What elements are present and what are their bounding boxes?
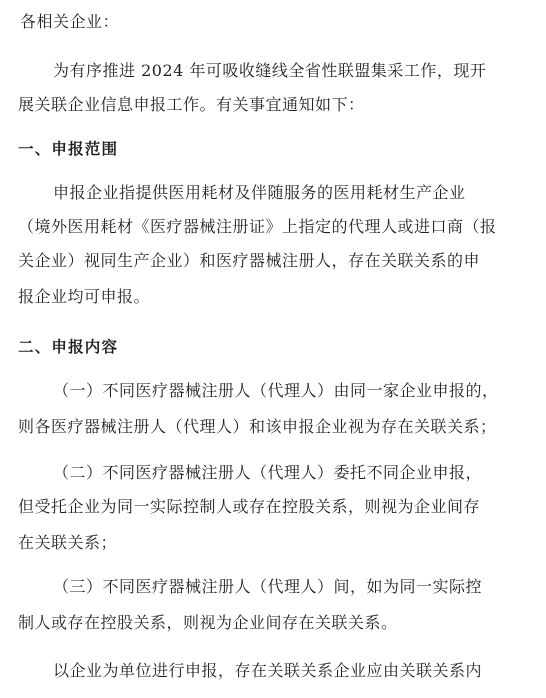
closing-line-1: 以企业为单位进行申报，存在关联关系企业应由关联关系内 bbox=[53, 661, 483, 680]
item-3-line-2: 制人或存在控股关系，则视为企业间存在关联关系。 bbox=[18, 613, 398, 632]
salutation: 各相关企业： bbox=[20, 12, 120, 31]
section-1-heading: 一、申报范围 bbox=[18, 140, 119, 158]
section-1-line-4: 报企业均可申报。 bbox=[18, 287, 151, 306]
item-1-line-1: （一）不同医疗器械注册人（代理人）由同一家企业申报的， bbox=[53, 381, 499, 400]
item-3-line-1: （三）不同医疗器械注册人（代理人）间，如为同一实际控 bbox=[53, 577, 483, 596]
intro-line-1: 为有序推进 2024 年可吸收缝线全省性联盟集采工作，现开 bbox=[53, 61, 487, 80]
item-2-line-1: （二）不同医疗器械注册人（代理人）委托不同企业申报， bbox=[53, 463, 483, 482]
intro-line-2: 展关联企业信息申报工作。有关事宜通知如下： bbox=[18, 95, 365, 114]
item-2-line-2: 但受托企业为同一实际控制人或存在控股关系，则视为企业间存 bbox=[18, 497, 481, 516]
section-1-line-1: 申报企业指提供医用耗材及伴随服务的医用耗材生产企业 bbox=[53, 183, 466, 202]
section-1-line-2: （境外医用耗材《医疗器械注册证》上指定的代理人或进口商（报 bbox=[18, 217, 497, 236]
section-1-line-3: 关企业）视同生产企业）和医疗器械注册人，存在关联关系的申 bbox=[18, 251, 481, 270]
item-2-line-3: 在关联关系； bbox=[18, 533, 118, 552]
section-2-heading: 二、申报内容 bbox=[18, 338, 119, 356]
item-1-line-2: 则各医疗器械注册人（代理人）和该申报企业视为存在关联关系； bbox=[18, 417, 497, 436]
